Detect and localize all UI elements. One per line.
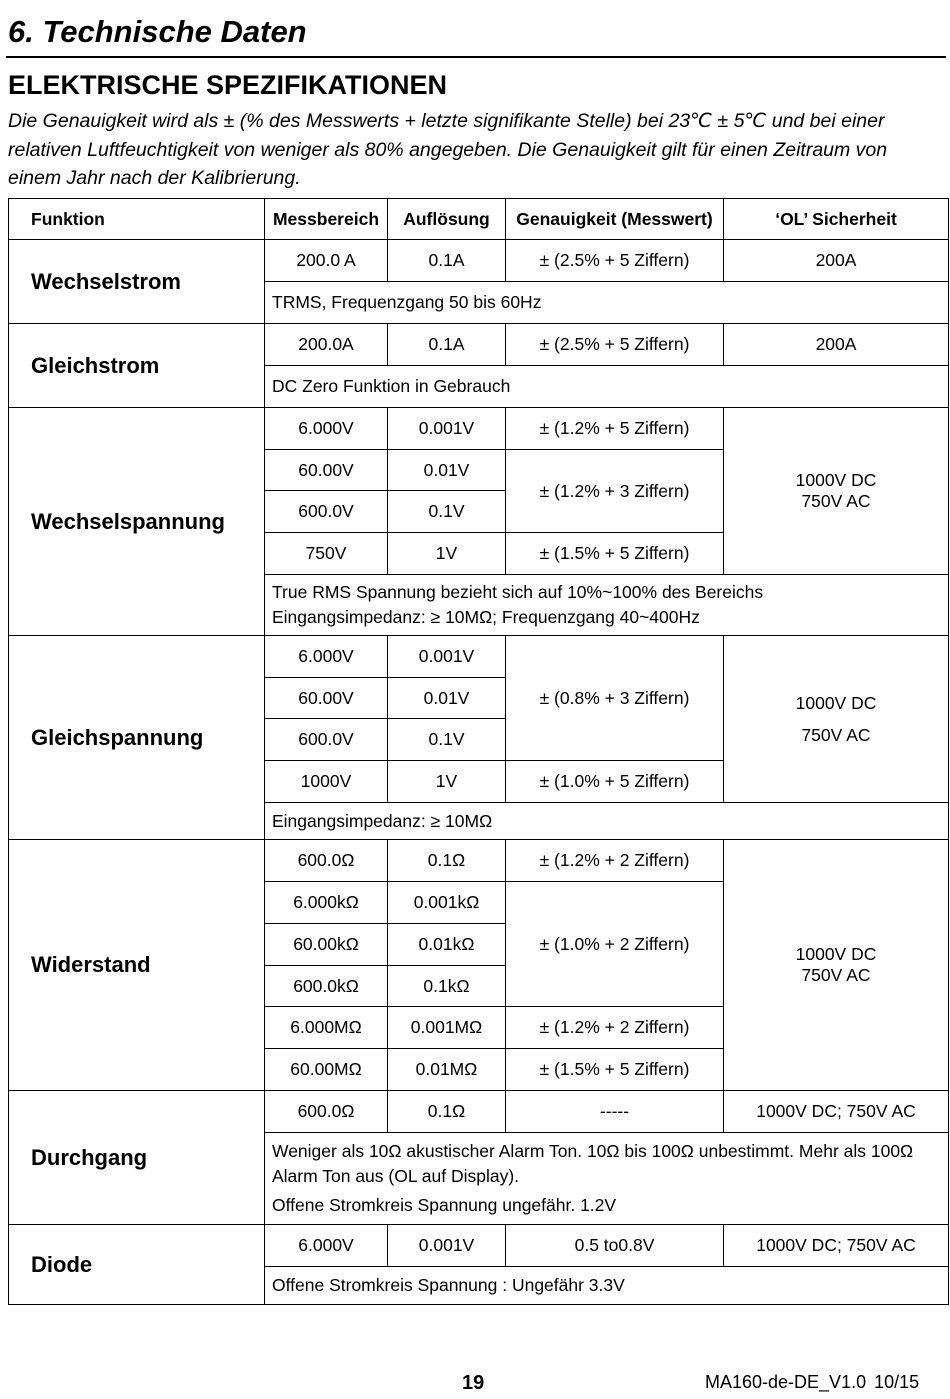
header-aufloesung: Auflösung	[388, 199, 506, 240]
note-cell	[265, 1133, 949, 1225]
accuracy-cell: 0.5 to0.8V	[506, 1225, 724, 1267]
resolution-cell: 0.1kΩ	[388, 966, 506, 1007]
doc-id: MA160-de-DE_V1.0	[705, 1372, 867, 1392]
resolution-cell: 1V	[388, 533, 506, 575]
function-dc-current: Gleichstrom	[9, 324, 265, 408]
range-cell: 200.0 A	[265, 240, 388, 282]
intro-paragraph: Die Genauigkeit wird als ± (% des Messwerts + letzte signifikante Stelle) bei 23℃ ± 5℃ und bei einer relativen Luftfeuchtigkeit von weniger als 80% angegeben. Die Genauigkeit gilt für einen Zeitraum von einem Jahr nach der Kalibrierung.	[8, 110, 888, 189]
note-cell	[265, 575, 949, 636]
resolution-cell: 1V	[388, 761, 506, 803]
table-row	[9, 1091, 949, 1133]
range-cell: 600.0Ω	[265, 840, 388, 882]
resolution-cell: 0.01V	[388, 678, 506, 719]
range-cell: 60.00kΩ	[265, 924, 388, 966]
header-ol-sicherheit: ‘OL’ Sicherheit	[724, 199, 949, 240]
ol-line-dc: 1000V DC	[795, 693, 877, 713]
spec-table	[8, 198, 949, 1305]
table-row	[9, 408, 949, 450]
ol-cell: 1000V DC; 750V AC	[724, 1091, 949, 1133]
ol-cell: 1000V DC; 750V AC	[724, 1225, 949, 1267]
heading-rule	[6, 56, 946, 58]
accuracy-cell: ± (2.5% + 5 Ziffern)	[506, 324, 724, 366]
header-messbereich: Messbereich	[265, 199, 388, 240]
range-cell: 600.0kΩ	[265, 966, 388, 1007]
ol-line-dc: 1000V DC	[795, 944, 877, 964]
resolution-cell: 0.01MΩ	[388, 1049, 506, 1091]
table-row	[9, 324, 949, 366]
section-heading: 6. Technische Daten	[8, 14, 307, 49]
table-row	[9, 636, 949, 678]
ol-cell	[724, 636, 949, 803]
note-cell: Eingangsimpedanz: ≥ 10MΩ	[265, 803, 949, 840]
range-cell: 60.00MΩ	[265, 1049, 388, 1091]
range-cell: 6.000V	[265, 1225, 388, 1267]
range-cell: 6.000kΩ	[265, 882, 388, 924]
resolution-cell: 0.001V	[388, 636, 506, 678]
resolution-cell: 0.1Ω	[388, 1091, 506, 1133]
function-continuity: Durchgang	[9, 1091, 265, 1225]
range-cell: 60.00V	[265, 450, 388, 491]
accuracy-cell: ± (1.2% + 5 Ziffern)	[506, 408, 724, 450]
accuracy-cell: -----	[506, 1091, 724, 1133]
header-funktion: Funktion	[9, 199, 265, 240]
function-dc-voltage: Gleichspannung	[9, 636, 265, 840]
note-line: True RMS Spannung bezieht sich auf 10%~100% des Bereichs	[272, 582, 764, 602]
ol-cell: 200A	[724, 324, 949, 366]
doc-date: 10/15	[874, 1372, 920, 1392]
resolution-cell: 0.001MΩ	[388, 1007, 506, 1049]
note-cell: Offene Stromkreis Spannung : Ungefähr 3.3V	[265, 1267, 949, 1305]
ol-line-ac: 750V AC	[801, 725, 871, 745]
resolution-cell: 0.1Ω	[388, 840, 506, 882]
function-ac-current: Wechselstrom	[9, 240, 265, 324]
range-cell: 600.0V	[265, 719, 388, 761]
resolution-cell: 0.1V	[388, 719, 506, 761]
document-version	[705, 1372, 919, 1393]
range-cell: 6.000MΩ	[265, 1007, 388, 1049]
accuracy-cell: ± (0.8% + 3 Ziffern)	[506, 636, 724, 761]
table-row	[9, 1225, 949, 1267]
note-line: Weniger als 10Ω akustischer Alarm Ton. 10Ω bis 100Ω unbestimmt. Mehr als 100Ω Alarm Ton aus (OL auf Display).	[272, 1141, 914, 1186]
ol-line-dc: 1000V DC	[795, 470, 877, 490]
note-cell: DC Zero Funktion in Gebrauch	[265, 366, 949, 408]
accuracy-cell: ± (1.0% + 2 Ziffern)	[506, 882, 724, 1007]
table-row	[9, 840, 949, 882]
table-header-row	[9, 199, 949, 240]
range-cell: 6.000V	[265, 408, 388, 450]
page-number: 19	[462, 1372, 485, 1394]
resolution-cell: 0.1A	[388, 240, 506, 282]
range-cell: 6.000V	[265, 636, 388, 678]
accuracy-cell: ± (1.2% + 3 Ziffern)	[506, 450, 724, 533]
accuracy-cell: ± (1.5% + 5 Ziffern)	[506, 533, 724, 575]
ol-line-ac: 750V AC	[801, 965, 871, 985]
resolution-cell: 0.001V	[388, 408, 506, 450]
resolution-cell: 0.001V	[388, 1225, 506, 1267]
ol-cell: 200A	[724, 240, 949, 282]
accuracy-cell: ± (1.5% + 5 Ziffern)	[506, 1049, 724, 1091]
resolution-cell: 0.001kΩ	[388, 882, 506, 924]
ol-cell	[724, 840, 949, 1091]
range-cell: 750V	[265, 533, 388, 575]
function-ac-voltage: Wechselspannung	[9, 408, 265, 636]
accuracy-cell: ± (2.5% + 5 Ziffern)	[506, 240, 724, 282]
range-cell: 600.0Ω	[265, 1091, 388, 1133]
resolution-cell: 0.1V	[388, 491, 506, 533]
resolution-cell: 0.01V	[388, 450, 506, 491]
function-diode: Diode	[9, 1225, 265, 1305]
range-cell: 200.0A	[265, 324, 388, 366]
note-line: Eingangsimpedanz: ≥ 10MΩ; Frequenzgang 40~400Hz	[272, 607, 700, 627]
range-cell: 1000V	[265, 761, 388, 803]
table-row	[9, 240, 949, 282]
accuracy-cell: ± (1.0% + 5 Ziffern)	[506, 761, 724, 803]
ol-cell	[724, 408, 949, 575]
header-genauigkeit: Genauigkeit (Messwert)	[506, 199, 724, 240]
ol-line-ac: 750V AC	[801, 491, 871, 511]
note-cell: TRMS, Frequenzgang 50 bis 60Hz	[265, 282, 949, 324]
accuracy-cell: ± (1.2% + 2 Ziffern)	[506, 1007, 724, 1049]
resolution-cell: 0.1A	[388, 324, 506, 366]
resolution-cell: 0.01kΩ	[388, 924, 506, 966]
accuracy-cell: ± (1.2% + 2 Ziffern)	[506, 840, 724, 882]
note-line: Offene Stromkreis Spannung ungefähr. 1.2V	[272, 1195, 617, 1215]
range-cell: 600.0V	[265, 491, 388, 533]
section-subheading: ELEKTRISCHE SPEZIFIKATIONEN	[8, 70, 448, 100]
function-resistance: Widerstand	[9, 840, 265, 1091]
range-cell: 60.00V	[265, 678, 388, 719]
